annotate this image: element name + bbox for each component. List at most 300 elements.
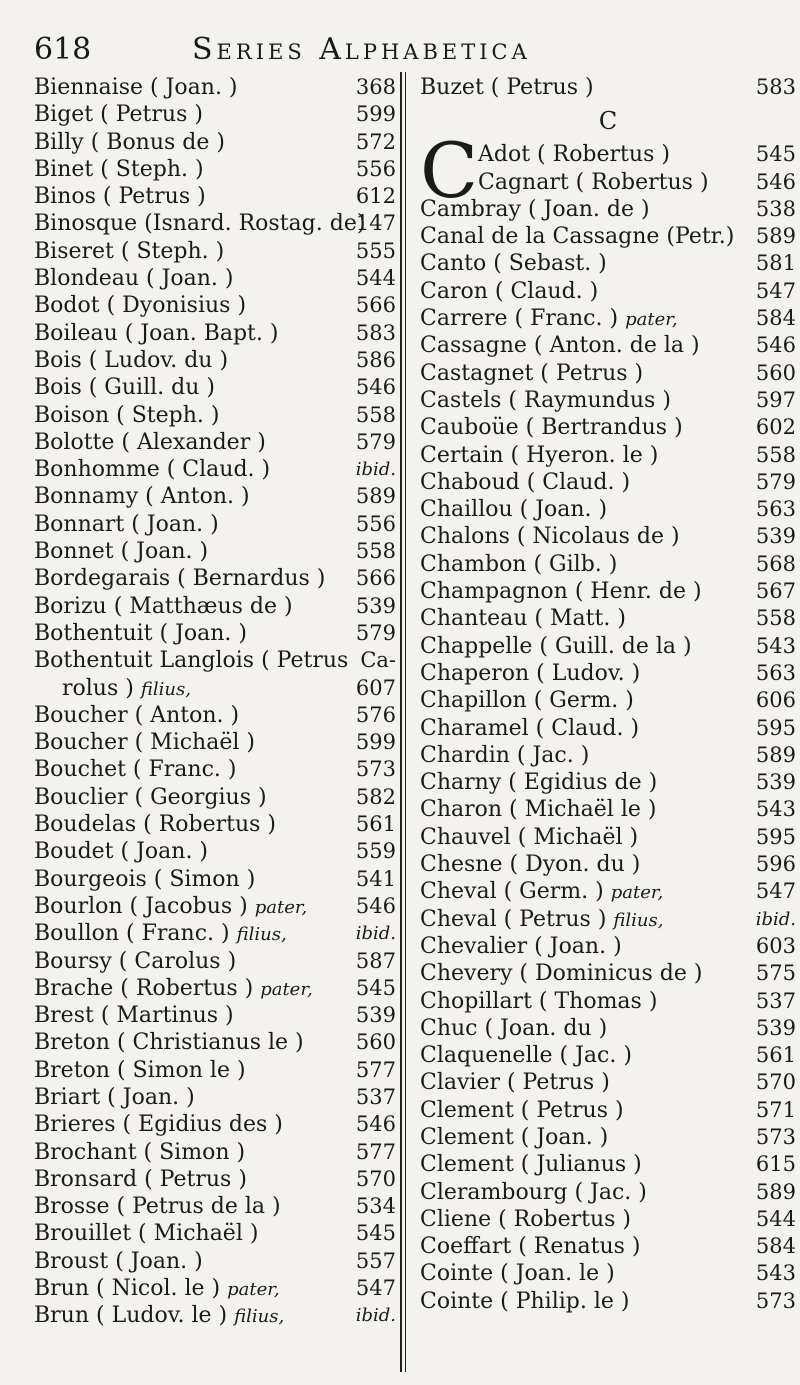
entry-name xyxy=(34,101,203,128)
entry-page: 543 xyxy=(755,1261,796,1286)
entry-name-text: Bois ( Guill. du ) xyxy=(34,375,215,401)
entry-name xyxy=(34,811,276,838)
entry-relation: filius, xyxy=(236,924,287,946)
entry-name xyxy=(34,456,270,483)
entry-page: 561 xyxy=(755,1043,796,1068)
entry-name-text: Blondeau ( Joan. ) xyxy=(34,266,234,292)
entry-name-text: Clavier ( Petrus ) xyxy=(420,1070,610,1096)
entry-name xyxy=(62,675,191,703)
entry-page: 558 xyxy=(355,402,396,427)
entry-name xyxy=(34,975,313,1003)
entry-page: 557 xyxy=(355,1248,396,1273)
entry-name xyxy=(420,496,607,523)
index-entry xyxy=(34,429,396,456)
index-entry xyxy=(34,238,396,265)
entry-page: 586 xyxy=(355,347,396,372)
entry-name-text: Bolotte ( Alexander ) xyxy=(34,429,266,455)
index-entry xyxy=(34,129,396,156)
entry-name xyxy=(34,483,250,510)
entry-page: 573 xyxy=(355,757,396,782)
index-entry xyxy=(420,687,796,714)
index-entry xyxy=(420,960,796,987)
entry-name xyxy=(420,605,626,632)
index-entry xyxy=(34,675,396,702)
index-entry xyxy=(34,620,396,647)
entry-name-text: Boucher ( Michaël ) xyxy=(34,730,255,756)
entry-name xyxy=(34,620,247,647)
entry-name-text: Bonnart ( Joan. ) xyxy=(34,511,219,537)
entry-page: ibid. xyxy=(355,1305,396,1327)
index-entry xyxy=(420,605,796,632)
entry-name xyxy=(34,210,365,237)
entry-name-text: Bonnet ( Joan. ) xyxy=(34,539,209,565)
entry-name-text: Bouchet ( Franc. ) xyxy=(34,757,237,783)
index-entry xyxy=(420,305,796,332)
entry-relation: filius, xyxy=(140,678,191,700)
entry-relation: pater, xyxy=(625,309,678,331)
entry-name-text: Chevery ( Dominicus de ) xyxy=(420,961,703,987)
entry-name xyxy=(420,1179,647,1206)
entry-name xyxy=(420,1260,615,1287)
index-entry xyxy=(420,414,796,441)
entry-page: 546 xyxy=(355,375,396,400)
entry-name-text: Chaboud ( Claud. ) xyxy=(420,469,631,495)
index-entry xyxy=(420,278,796,305)
index-entry xyxy=(420,988,796,1015)
index-entry xyxy=(420,660,796,687)
entry-name-text: Broust ( Joan. ) xyxy=(34,1248,203,1274)
entry-page: 570 xyxy=(355,1166,396,1191)
page-title: Series Alphabetica xyxy=(192,32,531,67)
entry-page: 547 xyxy=(755,278,796,303)
entry-name xyxy=(34,1166,247,1193)
entry-page: 545 xyxy=(355,1221,396,1246)
entry-name xyxy=(34,647,348,674)
entry-name xyxy=(34,183,206,210)
index-entry xyxy=(34,1248,396,1275)
index-entry xyxy=(34,1057,396,1084)
index-entry xyxy=(34,784,396,811)
entry-name xyxy=(34,402,219,429)
entry-page: 579 xyxy=(355,429,396,454)
entry-page: 545 xyxy=(755,142,796,167)
entry-name-text: Chappelle ( Guill. de la ) xyxy=(420,633,692,659)
entry-name xyxy=(420,1288,630,1315)
entry-name-text: Bronsard ( Petrus ) xyxy=(34,1166,247,1192)
entry-page: ibid. xyxy=(355,459,396,481)
entry-name-text: Chesne ( Dyon. du ) xyxy=(420,852,641,878)
entry-name xyxy=(34,1029,304,1056)
entry-page: 534 xyxy=(355,1194,396,1219)
entry-name xyxy=(420,660,640,687)
index-entry xyxy=(34,1002,396,1029)
entry-name xyxy=(420,988,657,1015)
index-entry xyxy=(420,933,796,960)
index-entry xyxy=(420,1179,796,1206)
index-entry xyxy=(34,647,396,674)
entry-name xyxy=(34,1139,245,1166)
entry-name-text: Canto ( Sebast. ) xyxy=(420,251,607,277)
entry-name-text: Chanteau ( Matt. ) xyxy=(420,606,626,632)
index-entry xyxy=(420,1097,796,1124)
left-column xyxy=(34,74,396,1330)
index-entry xyxy=(420,387,796,414)
entry-page: 558 xyxy=(355,539,396,564)
entry-page: ibid. xyxy=(355,923,396,945)
entry-page: 539 xyxy=(355,1003,396,1028)
entry-name xyxy=(34,156,204,183)
entry-name xyxy=(34,1002,234,1029)
entry-page: 572 xyxy=(355,129,396,154)
entry-name xyxy=(420,1233,641,1260)
entry-name-text: Biget ( Petrus ) xyxy=(34,102,203,128)
index-entry xyxy=(420,74,796,101)
entry-name xyxy=(420,278,598,305)
index-entry xyxy=(34,511,396,538)
entry-name-text: Chevalier ( Joan. ) xyxy=(420,933,622,959)
entry-name-text: Boudet ( Joan. ) xyxy=(34,839,209,865)
entry-name-text: Chaillou ( Joan. ) xyxy=(420,497,608,523)
entry-name-text: Clement ( Joan. ) xyxy=(420,1124,609,1150)
index-entry xyxy=(420,196,796,223)
page-number: 618 xyxy=(34,32,92,67)
index-entry xyxy=(420,824,796,851)
entry-page: 573 xyxy=(755,1288,796,1313)
entry-name-text: Charon ( Michaël le ) xyxy=(420,797,657,823)
entry-name xyxy=(34,1248,203,1275)
entry-page: 546 xyxy=(755,169,796,194)
entry-page: 539 xyxy=(755,524,796,549)
entry-page: 556 xyxy=(355,156,396,181)
index-entry xyxy=(34,210,396,237)
entry-page: 559 xyxy=(355,839,396,864)
entry-name-text: Cheval ( Petrus ) xyxy=(420,906,607,932)
entry-relation: pater, xyxy=(254,896,308,918)
entry-name-text: Binos ( Petrus ) xyxy=(34,184,206,210)
entry-name-text: Cassagne ( Anton. de la ) xyxy=(420,333,700,359)
entry-name xyxy=(34,1302,284,1330)
entry-name xyxy=(34,265,234,292)
entry-name-text: Clement ( Julianus ) xyxy=(420,1152,642,1178)
entry-page: 589 xyxy=(355,484,396,509)
index-entry xyxy=(34,756,396,783)
entry-name xyxy=(420,906,663,934)
index-entry xyxy=(34,920,396,947)
index-entry xyxy=(420,1233,796,1260)
entry-name xyxy=(420,715,639,742)
entry-page: 583 xyxy=(355,320,396,345)
entry-relation: pater, xyxy=(227,1279,280,1301)
index-entry xyxy=(420,1124,796,1151)
entry-page: 538 xyxy=(755,196,796,221)
entry-page: 563 xyxy=(755,497,796,522)
entry-page: 581 xyxy=(755,251,796,276)
entry-page: 555 xyxy=(355,238,396,263)
index-entry xyxy=(420,1260,796,1287)
entry-name xyxy=(420,442,658,469)
entry-name xyxy=(420,250,607,277)
entry-page: 541 xyxy=(355,866,396,891)
index-entry xyxy=(420,141,796,168)
entry-relation: filius, xyxy=(234,1306,285,1328)
entry-page: 595 xyxy=(755,824,796,849)
index-entry xyxy=(34,101,396,128)
entry-name: Buzet ( Petrus ) xyxy=(420,75,594,100)
entry-page: 597 xyxy=(755,387,796,412)
right-column xyxy=(420,74,796,1315)
entry-name-text: Chalons ( Nicolaus de ) xyxy=(420,524,680,550)
entry-page: 577 xyxy=(355,1057,396,1082)
index-entry xyxy=(34,1220,396,1247)
entry-page: 579 xyxy=(755,469,796,494)
entry-page: 576 xyxy=(355,702,396,727)
entry-name-text: Cauboüe ( Bertrandus ) xyxy=(420,415,683,441)
entry-name-text: rolus ) xyxy=(62,675,134,701)
entry-name-text: Carrere ( Franc. ) xyxy=(420,306,619,332)
entry-name xyxy=(420,824,638,851)
entry-name xyxy=(420,414,683,441)
entry-name-text: Castagnet ( Petrus ) xyxy=(420,360,644,386)
entry-name xyxy=(34,784,267,811)
entry-name-text: Chopillart ( Thomas ) xyxy=(420,988,658,1014)
entry-page: 566 xyxy=(355,293,396,318)
index-entry xyxy=(420,851,796,878)
index-entry xyxy=(34,538,396,565)
entry-page: 147 xyxy=(355,211,396,236)
entry-page: 583 xyxy=(755,75,796,99)
entry-page: 560 xyxy=(355,1030,396,1055)
index-entry xyxy=(420,332,796,359)
entry-name xyxy=(420,1042,632,1069)
entry-name xyxy=(34,238,224,265)
entry-page: 537 xyxy=(755,988,796,1013)
entry-name-text: Billy ( Bonus de ) xyxy=(34,129,225,155)
entry-name xyxy=(34,866,255,893)
index-entry xyxy=(420,1069,796,1096)
entry-name xyxy=(34,948,236,975)
entry-name-text: Chambon ( Gilb. ) xyxy=(420,551,618,577)
entry-name xyxy=(420,1206,631,1233)
entry-name-text: Cambray ( Joan. de ) xyxy=(420,196,650,222)
entry-name-text: Brest ( Martinus ) xyxy=(34,1003,234,1029)
index-entry xyxy=(34,402,396,429)
entry-page: 577 xyxy=(355,1139,396,1164)
entry-page: 547 xyxy=(755,879,796,904)
index-entry xyxy=(34,265,396,292)
entry-page: 606 xyxy=(755,688,796,713)
index-entry xyxy=(34,811,396,838)
index-entry xyxy=(34,1193,396,1220)
entry-page: ibid. xyxy=(755,908,796,930)
entry-page: 589 xyxy=(755,742,796,767)
index-entry xyxy=(34,1275,396,1302)
index-entry xyxy=(420,633,796,660)
index-entry xyxy=(420,442,796,469)
entry-page: 545 xyxy=(355,975,396,1000)
entry-page: 543 xyxy=(755,633,796,658)
entry-page: 546 xyxy=(355,893,396,918)
entry-relation: pater, xyxy=(260,978,313,1000)
entry-name-text: Bothentuit Langlois ( Petrus xyxy=(34,648,349,674)
entry-name xyxy=(34,1275,280,1303)
entry-page: 612 xyxy=(355,184,396,209)
entry-name xyxy=(420,196,650,223)
entry-name xyxy=(420,687,634,714)
entry-name-text: Bonnamy ( Anton. ) xyxy=(34,484,250,510)
entry-name xyxy=(420,523,680,550)
entry-name-text: Brun ( Ludov. le ) xyxy=(34,1303,228,1329)
entry-name xyxy=(34,756,236,783)
entry-name xyxy=(34,838,208,865)
entry-name xyxy=(34,729,255,756)
entry-page: 595 xyxy=(755,715,796,740)
entry-page: 571 xyxy=(755,1097,796,1122)
entry-name-text: Charamel ( Claud. ) xyxy=(420,715,640,741)
entry-name xyxy=(34,1111,283,1138)
index-entry xyxy=(420,1206,796,1233)
entry-page: 537 xyxy=(355,1084,396,1109)
entry-name-text: Castels ( Raymundus ) xyxy=(420,387,671,413)
entry-page: 584 xyxy=(755,306,796,331)
entry-page: 573 xyxy=(755,1124,796,1149)
entry-name-text: Biseret ( Steph. ) xyxy=(34,238,225,264)
index-entry xyxy=(420,796,796,823)
index-entry xyxy=(34,1166,396,1193)
index-entry xyxy=(34,183,396,210)
entry-name: Adot ( Robertus ) xyxy=(478,142,670,168)
entry-name-text: Bonhomme ( Claud. ) xyxy=(34,457,271,483)
entry-page: 607 xyxy=(355,675,396,700)
entry-name-text: Certain ( Hyeron. le ) xyxy=(420,442,659,468)
entry-page: 587 xyxy=(355,948,396,973)
entry-name-text: Breton ( Christianus le ) xyxy=(34,1030,304,1056)
entry-name xyxy=(34,1084,195,1111)
entry-name xyxy=(420,223,734,250)
entry-name xyxy=(420,332,700,359)
entry-page: 563 xyxy=(755,660,796,685)
entry-page: 556 xyxy=(355,511,396,536)
entry-name xyxy=(34,320,278,347)
entry-name-text: Claquenelle ( Jac. ) xyxy=(420,1043,632,1069)
entry-page: 368 xyxy=(355,75,396,99)
entry-name-text: Chaperon ( Ludov. ) xyxy=(420,660,641,686)
entry-name xyxy=(420,387,671,414)
entry-name xyxy=(34,347,228,374)
index-entry xyxy=(420,360,796,387)
entry-page: 615 xyxy=(755,1152,796,1177)
index-entry xyxy=(34,74,396,101)
entry-page: 570 xyxy=(755,1070,796,1095)
entry-name xyxy=(420,360,643,387)
index-entry xyxy=(34,456,396,483)
entry-name xyxy=(420,769,657,796)
entry-page: 567 xyxy=(755,579,796,604)
entry-name-text: Breton ( Simon le ) xyxy=(34,1057,246,1083)
entry-name-text: Caron ( Claud. ) xyxy=(420,278,599,304)
entry-name xyxy=(34,893,307,921)
index-entry xyxy=(34,483,396,510)
entry-name-text: Bourlon ( Jacobus ) xyxy=(34,893,248,919)
entry-name-text: Chauvel ( Michaël ) xyxy=(420,824,639,850)
index-entry xyxy=(420,878,796,905)
entry-page: 539 xyxy=(355,593,396,618)
entry-name xyxy=(34,74,238,101)
index-entry xyxy=(420,169,796,196)
entry-name-text: Brouillet ( Michaël ) xyxy=(34,1221,259,1247)
entry-name xyxy=(34,129,225,156)
index-entry xyxy=(420,578,796,605)
entry-name-text: Bouclier ( Georgius ) xyxy=(34,784,267,810)
index-entry xyxy=(34,948,396,975)
entry-name-text: Briart ( Joan. ) xyxy=(34,1084,195,1110)
entry-page: Ca- xyxy=(360,648,396,673)
entry-page: 599 xyxy=(355,730,396,755)
entry-name xyxy=(34,511,219,538)
entry-name xyxy=(420,1097,624,1124)
entry-name-text: Bothentuit ( Joan. ) xyxy=(34,620,247,646)
entry-page: 539 xyxy=(755,770,796,795)
dropcap-letter: C xyxy=(420,126,479,216)
entry-name-text: Cointe ( Philip. le ) xyxy=(420,1288,630,1314)
entry-name-text: Clement ( Petrus ) xyxy=(420,1097,624,1123)
entry-name xyxy=(420,960,702,987)
index-entry xyxy=(420,551,796,578)
entry-name-text: Coeffart ( Renatus ) xyxy=(420,1234,641,1260)
entry-name xyxy=(34,920,287,948)
entry-page: 579 xyxy=(355,620,396,645)
index-entry xyxy=(34,866,396,893)
entry-name-text: Binosque (Isnard. Rostag. de) xyxy=(34,211,366,237)
entry-relation: filius, xyxy=(613,909,664,931)
entry-name-text: Borizu ( Matthæus de ) xyxy=(34,593,293,619)
entry-name-text: Bordegarais ( Bernardus ) xyxy=(34,566,326,592)
index-entry xyxy=(34,374,396,401)
entry-page: 547 xyxy=(355,1276,396,1301)
entry-page: 589 xyxy=(755,224,796,249)
entry-name xyxy=(420,878,663,906)
entry-page: 596 xyxy=(755,852,796,877)
index-entry xyxy=(34,1029,396,1056)
entry-name-text: Cointe ( Joan. le ) xyxy=(420,1261,615,1287)
entry-page: 546 xyxy=(355,1112,396,1137)
entry-name-text: Bodot ( Dyonisius ) xyxy=(34,293,247,319)
entry-name xyxy=(420,1069,610,1096)
entry-page: 558 xyxy=(755,606,796,631)
index-entry xyxy=(34,702,396,729)
entry-name xyxy=(34,1057,246,1084)
letter-heading: C xyxy=(598,107,618,136)
entry-name xyxy=(34,429,266,456)
entry-name-text: Boison ( Steph. ) xyxy=(34,402,220,428)
entry-name xyxy=(34,1220,258,1247)
index-entry xyxy=(34,347,396,374)
column-divider xyxy=(400,72,406,1372)
entry-name xyxy=(420,633,692,660)
entry-name-text: Boileau ( Joan. Bapt. ) xyxy=(34,320,279,346)
entry-page: 561 xyxy=(355,812,396,837)
index-entry xyxy=(34,1084,396,1111)
entry-relation: pater, xyxy=(610,882,664,904)
entry-name xyxy=(34,374,215,401)
entry-page: 543 xyxy=(755,797,796,822)
index-entry xyxy=(420,742,796,769)
index-entry xyxy=(420,1151,796,1178)
entry-name xyxy=(420,851,640,878)
index-entry xyxy=(420,523,796,550)
entry-page: 544 xyxy=(355,266,396,291)
index-entry xyxy=(34,593,396,620)
entry-name-text: Boucher ( Anton. ) xyxy=(34,702,240,728)
